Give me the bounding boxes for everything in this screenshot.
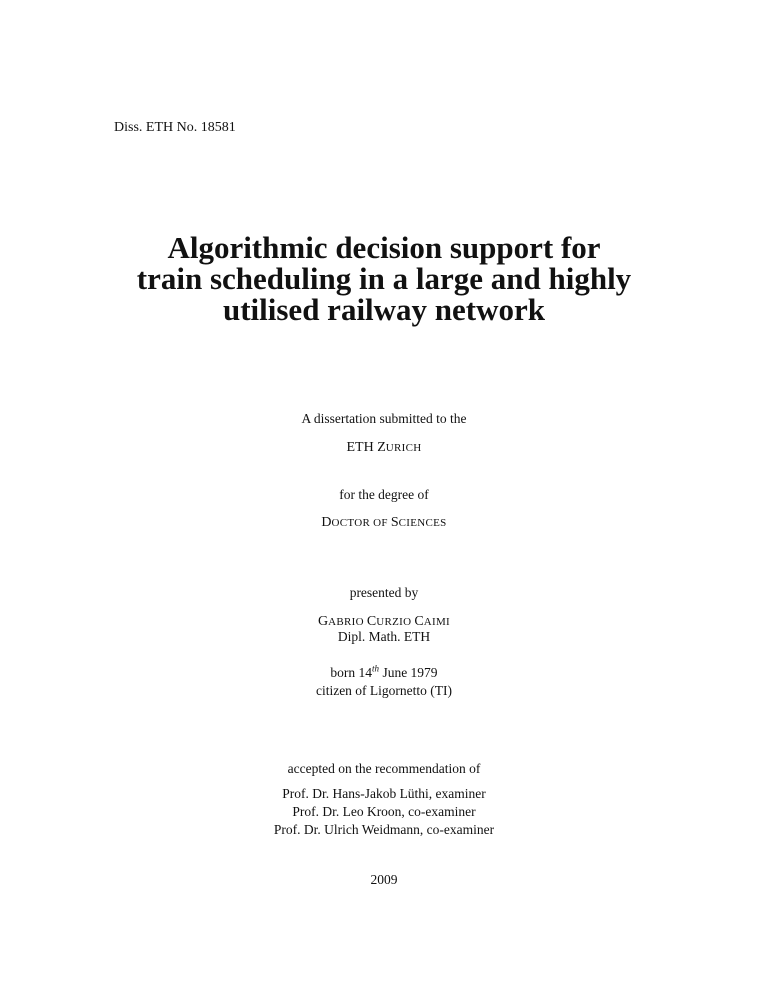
title-line-1: Algorithmic decision support for xyxy=(167,230,601,265)
birth-date: born 14th June 1979 xyxy=(330,663,438,680)
author-degree: Dipl. Math. ETH xyxy=(337,629,431,644)
author-name: GABRIO CURZIO CAIMI xyxy=(317,614,451,629)
title-line-3: utilised railway network xyxy=(222,292,546,327)
examiner-1: Prof. Dr. Hans-Jakob Lüthi, examiner xyxy=(282,786,486,801)
citizenship: citizen of Ligornetto (TI) xyxy=(315,683,453,698)
thesis-title xyxy=(0,232,768,325)
degree-name: DOCTOR OF SCIENCES xyxy=(321,515,447,530)
submission-line: A dissertation submitted to the xyxy=(301,411,467,426)
year: 2009 xyxy=(370,872,398,887)
examiner-2: Prof. Dr. Leo Kroon, co-examiner xyxy=(292,804,476,819)
degree-line: for the degree of xyxy=(339,487,429,502)
institution-name: ETH ZURICH xyxy=(346,440,422,455)
title-line-2: train scheduling in a large and highly xyxy=(136,261,632,296)
examiner-3: Prof. Dr. Ulrich Weidmann, co-examiner xyxy=(273,822,495,837)
dissertation-number: Diss. ETH No. 18581 xyxy=(114,120,236,135)
presented-by: presented by xyxy=(349,585,419,600)
recommendation-line: accepted on the recommendation of xyxy=(287,761,481,776)
